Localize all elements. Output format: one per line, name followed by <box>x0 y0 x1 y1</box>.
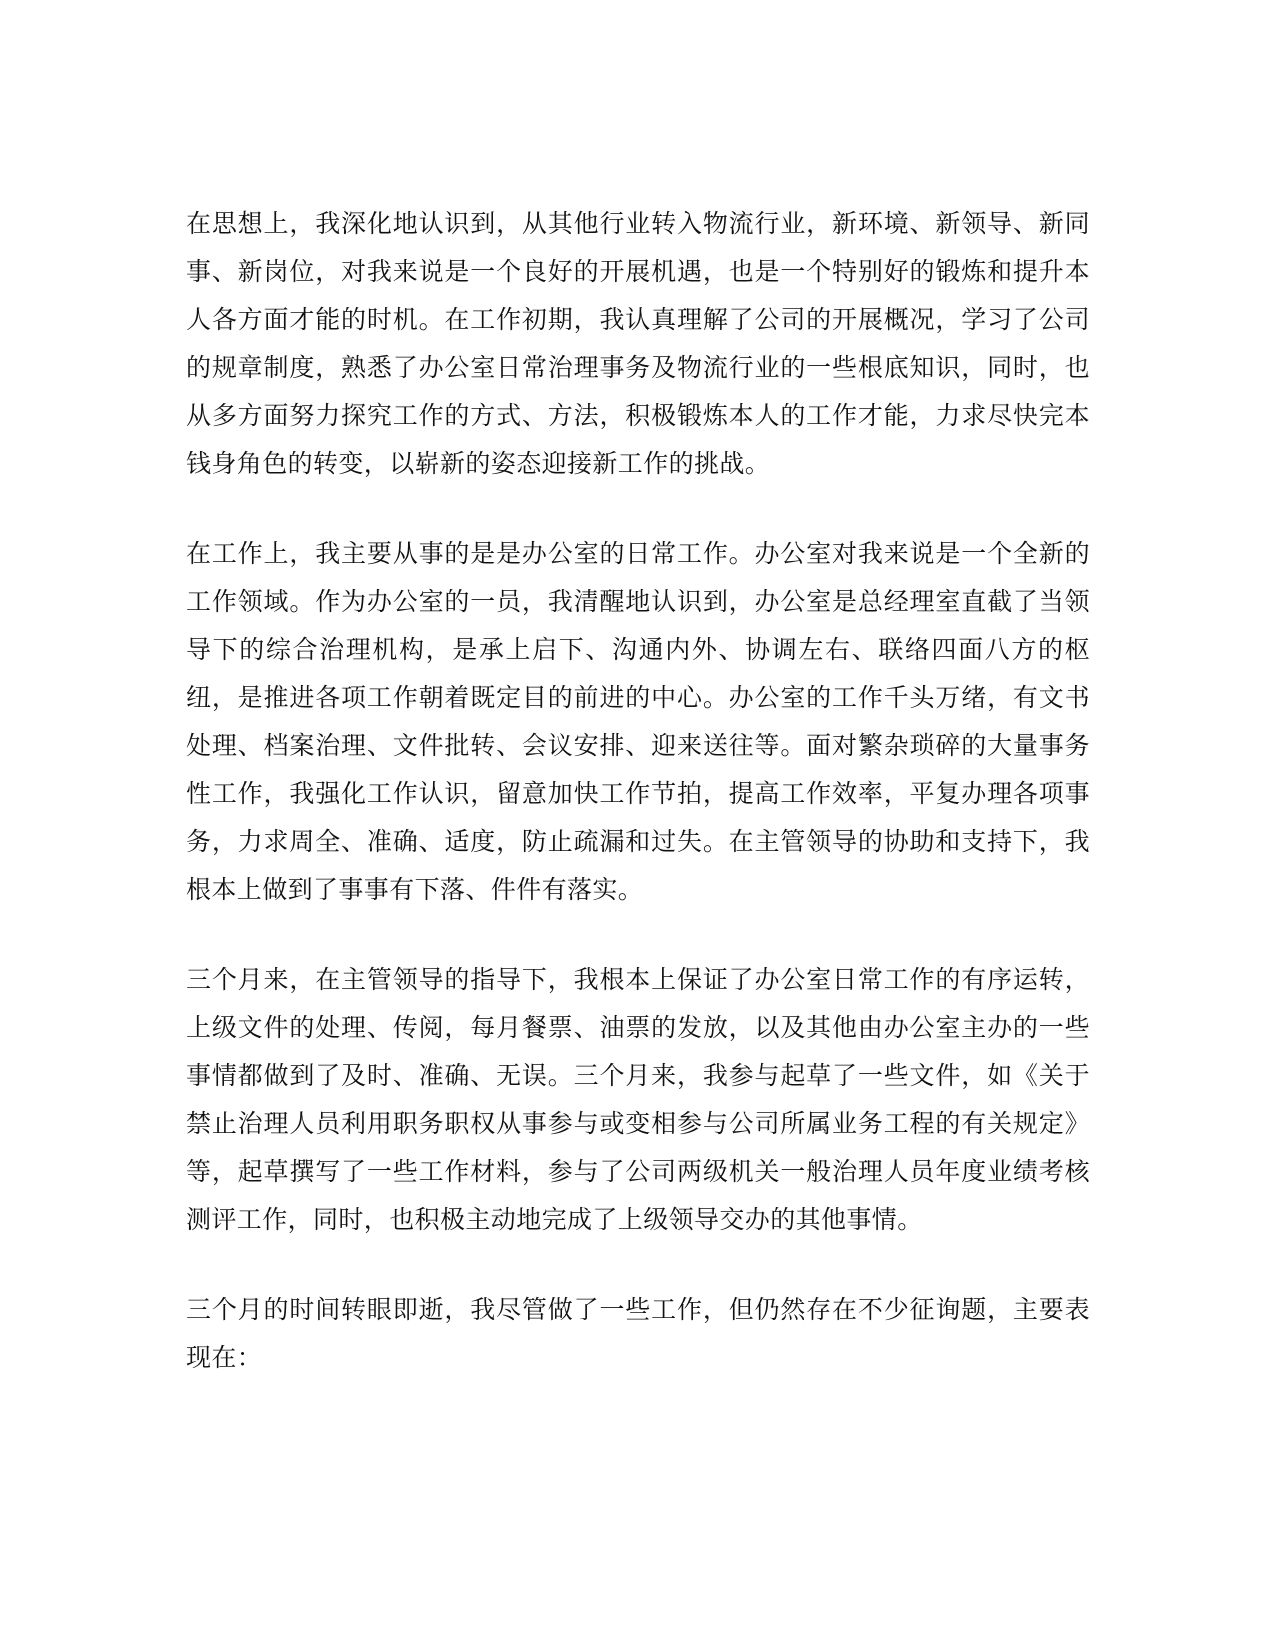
paragraph-thinking: 在思想上，我深化地认识到，从其他行业转入物流行业，新环境、新领导、新同事、新岗位，对我来说是一个良好的开展机遇，也是一个特别好的锻炼和提升本人各方面才能的时机。在工作初期，我认真理解了公司的开展概况，学习了公司的规章制度，熟悉了办公室日常治理事务及物流行业的一些根底知识，同时，也从多方面努力探究工作的方式、方法，积极锻炼本人的工作才能，力求尽快完本钱身角色的转变，以崭新的姿态迎接新工作的挑战。 <box>186 209 1090 478</box>
paragraph-work: 在工作上，我主要从事的是是办公室的日常工作。办公室对我来说是一个全新的工作领域。作为办公室的一员，我清醒地认识到，办公室是总经理室直截了当领导下的综合治理机构，是承上启下、沟通内外、协调左右、联络四面八方的枢纽，是推进各项工作朝着既定目的前进的中心。办公室的工作千头万绪，有文书处理、档案治理、文件批转、会议安排、迎来送往等。面对繁杂琐碎的大量事务性工作，我强化工作认识，留意加快工作节拍，提高工作效率，平复办理各项事务，力求周全、准确、适度，防止疏漏和过失。在主管领导的协助和支持下，我根本上做到了事事有下落、件件有落实。 <box>186 539 1090 904</box>
document-body <box>186 200 1090 1382</box>
paragraph-problems: 三个月的时间转眼即逝，我尽管做了一些工作，但仍然存在不少征询题，主要表现在： <box>186 1295 1090 1372</box>
paragraph-three-months: 三个月来，在主管领导的指导下，我根本上保证了办公室日常工作的有序运转，上级文件的处理、传阅，每月餐票、油票的发放，以及其他由办公室主办的一些事情都做到了及时、准确、无误。三个月来，我参与起草了一些文件，如《关于禁止治理人员利用职务职权从事参与或变相参与公司所属业务工程的有关规定》等，起草撰写了一些工作材料，参与了公司两级机关一般治理人员年度业绩考核测评工作，同时，也积极主动地完成了上级领导交办的其他事情。 <box>186 965 1090 1234</box>
